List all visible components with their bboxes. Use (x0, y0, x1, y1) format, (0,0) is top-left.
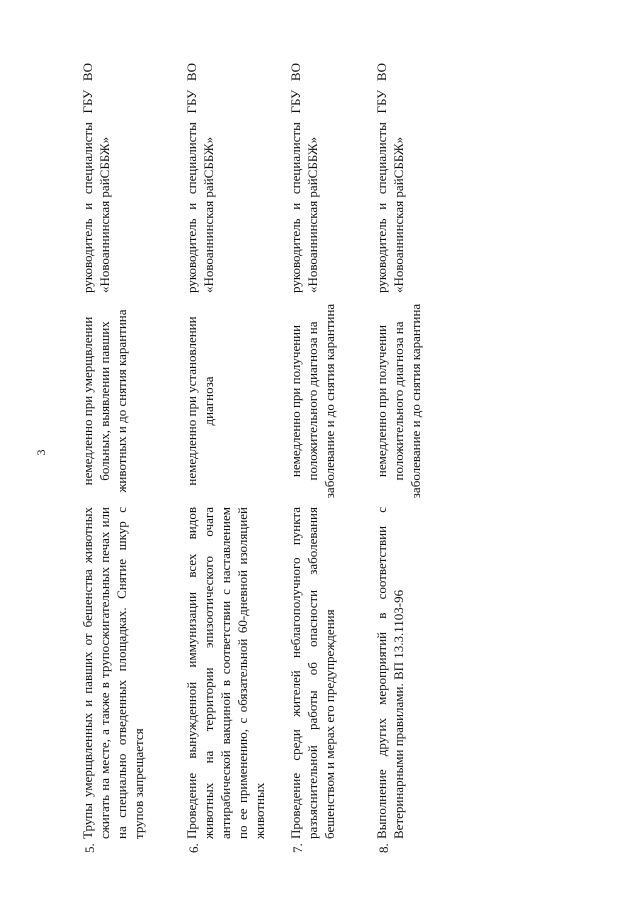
row-number: 5. (82, 843, 97, 853)
row-number: 7. (290, 843, 305, 853)
table-row (288, 0, 378, 905)
row-action: Проведение вынужденной иммунизации всех видов животных на территории эпизоотического очага антирабической вакциной в соответствии с наставлением по ее применению, с обязательной 60-дневной изоляцией животных (184, 507, 267, 839)
row-deadline: немедленно при получении положительного диагноза на заболевание и до снятия карантина (288, 303, 337, 499)
row-deadline: немедленно при установлении диагноза (184, 316, 216, 486)
row-deadline: немедленно при получении положительного диагноза на заболевание и до снятия карантина (374, 303, 423, 499)
row-responsible: руководитель и специалисты ГБУ ВО «Новоаннинская райСББЖ» (80, 63, 112, 293)
row-deadline: немедленно при умерщвлении больных, выявлении павших животных и до снятия карантина (80, 309, 129, 493)
table-row (80, 0, 170, 905)
row-responsible: руководитель и специалисты ГБУ ВО «Новоаннинская райСББЖ» (374, 63, 406, 293)
row-number: 6. (186, 843, 201, 853)
row-action: Трупы умерщвленных и павших от бешенства животных сжигать на месте, а также в трупосжигательных печах или на специально отведенных площадках. Снятие шкур с трупов запрещается (80, 507, 146, 839)
row-number: 8. (376, 843, 391, 853)
row-action: Проведение среди жителей неблагополучного пункта разъяснительной работы об опасности заболевания бешенством и мерах его предупреждения (288, 507, 337, 839)
row-responsible: руководитель и специалисты ГБУ ВО «Новоаннинская райСББЖ» (184, 63, 216, 293)
page-number: 3 (34, 449, 48, 456)
table-row (374, 0, 464, 905)
row-responsible: руководитель и специалисты ГБУ ВО «Новоаннинская райСББЖ» (288, 63, 320, 293)
row-action: Выполнение других мероприятий в соответствии с Ветеринарными правилами. ВП 13.3.1103-96 (374, 507, 406, 839)
table-row (184, 0, 274, 905)
